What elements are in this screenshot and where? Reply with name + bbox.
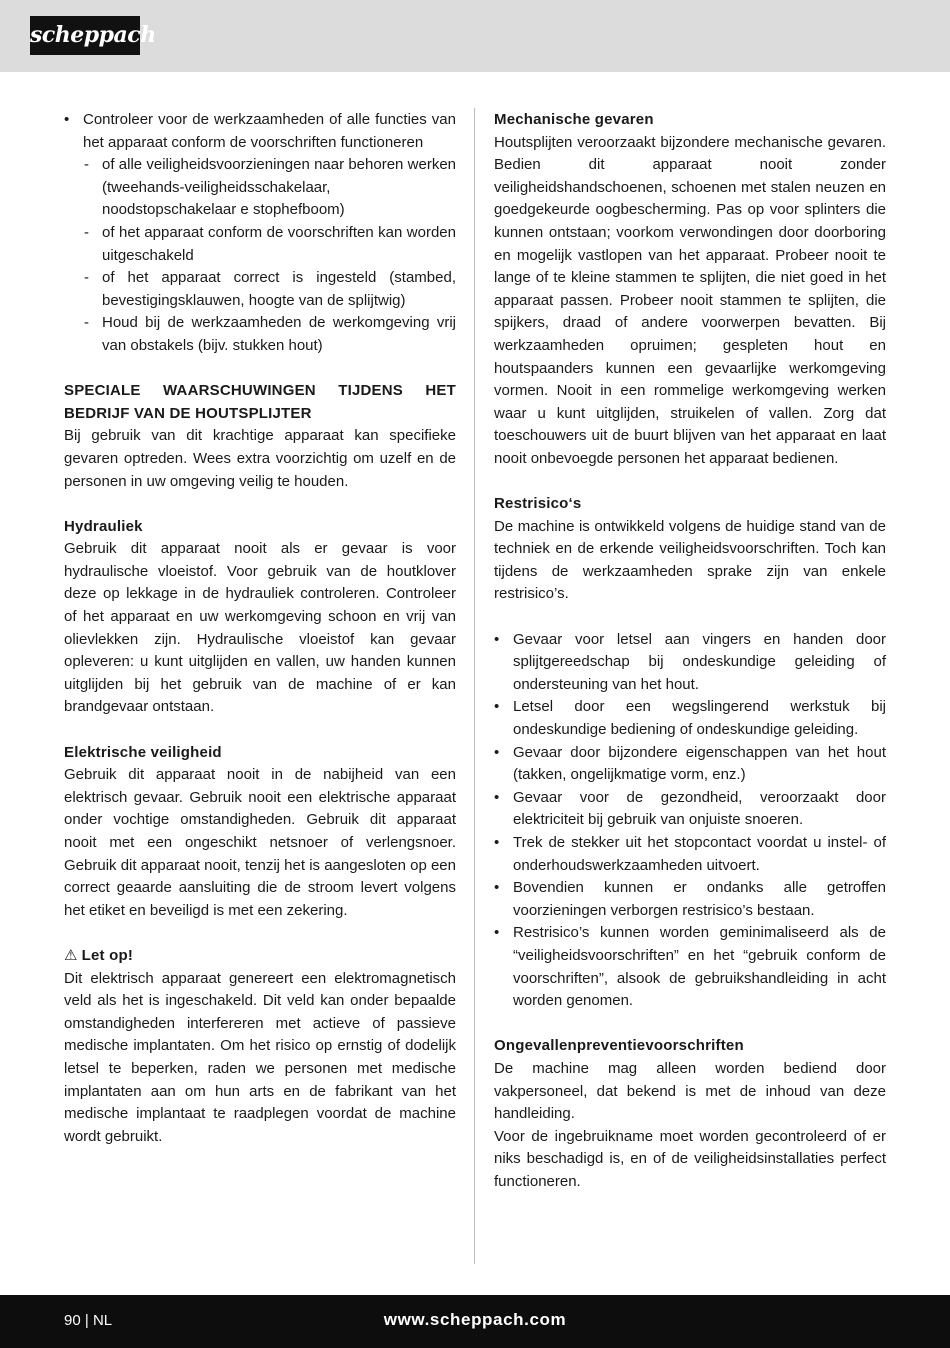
hydraulic-heading: Hydrauliek [64, 517, 143, 535]
electric-text: Gebruik dit apparaat nooit in de nabijheid van een elektrisch gevaar. Gebruik nooit een elektrische apparaat onder vochtige omstandigheden. Gebruik dit apparaat nooit met een ongeschikt netsnoer of verlengsnoer. Gebruik dit apparaat nooit, tenzij het is aangesloten op een correct geaarde aansluiting die de stroom levert volgens het etiket en beveiligd is met een zekering. [64, 766, 456, 919]
scheppach-logo: scheppach [30, 16, 140, 55]
accident-prevention-heading: Ongevallenpreventievoorschriften [494, 1037, 744, 1055]
page-number: 90 [64, 1312, 81, 1329]
website-url: www.scheppach.com [383, 1310, 567, 1329]
hydraulic-text: Gebruik dit apparaat nooit als er gevaar is voor hydraulische vloeistof. Voor gebruik van de houtklover deze op lekkage in de hydrauliek controleren. Controleer of het apparaat en uw werkomgeving schoon en vrij van olievlekken zijn. Hydraulische vloeistof kan gevaar opleveren: u kunt uitglijden en vallen, uw handen kunnen uitglijden bij het gebruik van de machine of er kan brandgevaar ontstaan. [64, 540, 456, 716]
list-item: • Gevaar door bijzondere eigenschappen van het hout (takken, ongelijkmatige vorm, enz.) [494, 742, 886, 787]
page-header [0, 0, 950, 72]
list-item: • Letsel door een wegslingerend werkstuk bij ondeskundige bediening of ondeskundige geleiding. [494, 696, 886, 741]
list-item: • Bovendien kunnen er ondanks alle getroffen voorzieningen verborgen restrisico’s bestaan. [494, 877, 886, 922]
electric-heading: Elektrische veiligheid [64, 743, 222, 761]
list-item: - of het apparaat correct is ingesteld (stambed, bevestigingsklauwen, hoogte van de splijtwig) [83, 267, 456, 312]
accident-prevention-text-2: Voor de ingebruikname moet worden gecontroleerd of er niks beschadigd is, en of de veiligheidsinstallaties perfect functioneren. [494, 1127, 886, 1190]
list-item [64, 109, 456, 358]
list-item: • Gevaar voor de gezondheid, veroorzaakt door elektriciteit bij gebruik van onjuiste snoeren. [494, 787, 886, 832]
left-column [64, 109, 456, 1148]
check-sublist [83, 154, 456, 357]
risk-list [494, 629, 886, 1013]
list-item: • Gevaar voor letsel aan vingers en handen door splijtgereedschap bij ondeskundige geleiding of ondersteuning van het hout. [494, 629, 886, 697]
warning-heading [64, 945, 456, 968]
list-item: • Trek de stekker uit het stopcontact voordat u instel- of onderhoudswerkzaamheden uitvoert. [494, 832, 886, 877]
list-item: - of het apparaat conform de voorschriften kan worden uitgeschakeld [83, 222, 456, 267]
check-list [64, 109, 456, 358]
residual-risk-text: De machine is ontwikkeld volgens de huidige stand van de techniek en de erkende veiligheidsvoorschriften. Toch kan tijdens de werkzaamheden sprake zijn van enkele restrisico’s. [494, 517, 886, 603]
language-code: NL [92, 1312, 113, 1329]
mechanical-heading: Mechanische gevaren [494, 111, 654, 128]
list-item: - of alle veiligheidsvoorzieningen naar behoren werken (tweehands-veiligheidsschakelaar, noodstopschakelaar e stophefboom) [83, 154, 456, 222]
list-item: • Restrisico’s kunnen worden geminimaliseerd als de “veiligheidsvoorschriften” en het “gebruik conform de voorschriften”, alsook de gebruikshandleiding in acht worden genomen. [494, 922, 886, 1012]
residual-risk-heading: Restrisico‘s [494, 495, 582, 513]
warning-text: Dit elektrisch apparaat genereert een elektromagnetisch veld als het is ingeschakeld. Dit veld kan onder bepaalde omstandigheden interfereren met actieve of passieve medische implantaten. Om het risico op ernstig of dodelijk letsel te beperken, raden we personen met medische implantaten aan om hun arts en de fabrikant van het medische implantaat te raadplegen voordat de machine wordt gebruikt. [64, 969, 456, 1145]
warning-heading-label: Let op! [81, 946, 134, 964]
list-item: - Houd bij de werkzaamheden de werkomgeving vrij van obstakels (bijv. stukken hout) [83, 312, 456, 357]
accident-prevention-text-1: De machine mag alleen worden bediend door vakpersoneel, dat bekend is met de inhoud van deze handleiding. [494, 1059, 886, 1123]
right-column [494, 109, 886, 1194]
mechanical-text: Houtsplijten veroorzaakt bijzondere mechanische gevaren. Bedien dit apparaat nooit zonder veiligheidshandschoenen, schoenen met stalen neuzen en goedgekeurde oogbescherming. Pas op voor splinters die kunnen ontstaan; voorkom verwondingen door doorboring en mogelijk vastlopen van het apparaat. Probeer nooit te lange of te kleine stammen te splijten, die niet goed in het apparaat passen. Probeer nooit stammen te splijten, die spijkers, draad of andere voorwerpen bevatten. Bij werkzaamheden opruimen; gespleten hout en houtspaanders kunnen een gevaarlijke werkomgeving vormen. Nooit in een rommelige werkomgeving werken waar u kunt uitglijden, struikelen of vallen. Zorg dat toeschouwers uit de buurt blijven van het apparaat en laat nooit onbevoegde personen het apparaat bedienen. [494, 133, 886, 467]
special-warnings-text: Bij gebruik van dit krachtige apparaat kan specifieke gevaren optreden. Wees extra voorzichtig om uzelf en de personen in uw omgeving veilig te houden. [64, 427, 456, 490]
warning-triangle-icon: ⚠ [64, 946, 78, 964]
check-intro: Controleer voor de werkzaamheden of alle functies van het apparaat conform de voorschriften functioneren [83, 111, 456, 151]
footer-separator: | [84, 1312, 89, 1329]
column-divider [474, 108, 475, 1264]
special-warnings-heading: SPECIALE WAARSCHUWINGEN TIJDENS HET BEDRIJF VAN DE HOUTSPLIJTER [64, 382, 456, 422]
page-footer [0, 1295, 950, 1348]
